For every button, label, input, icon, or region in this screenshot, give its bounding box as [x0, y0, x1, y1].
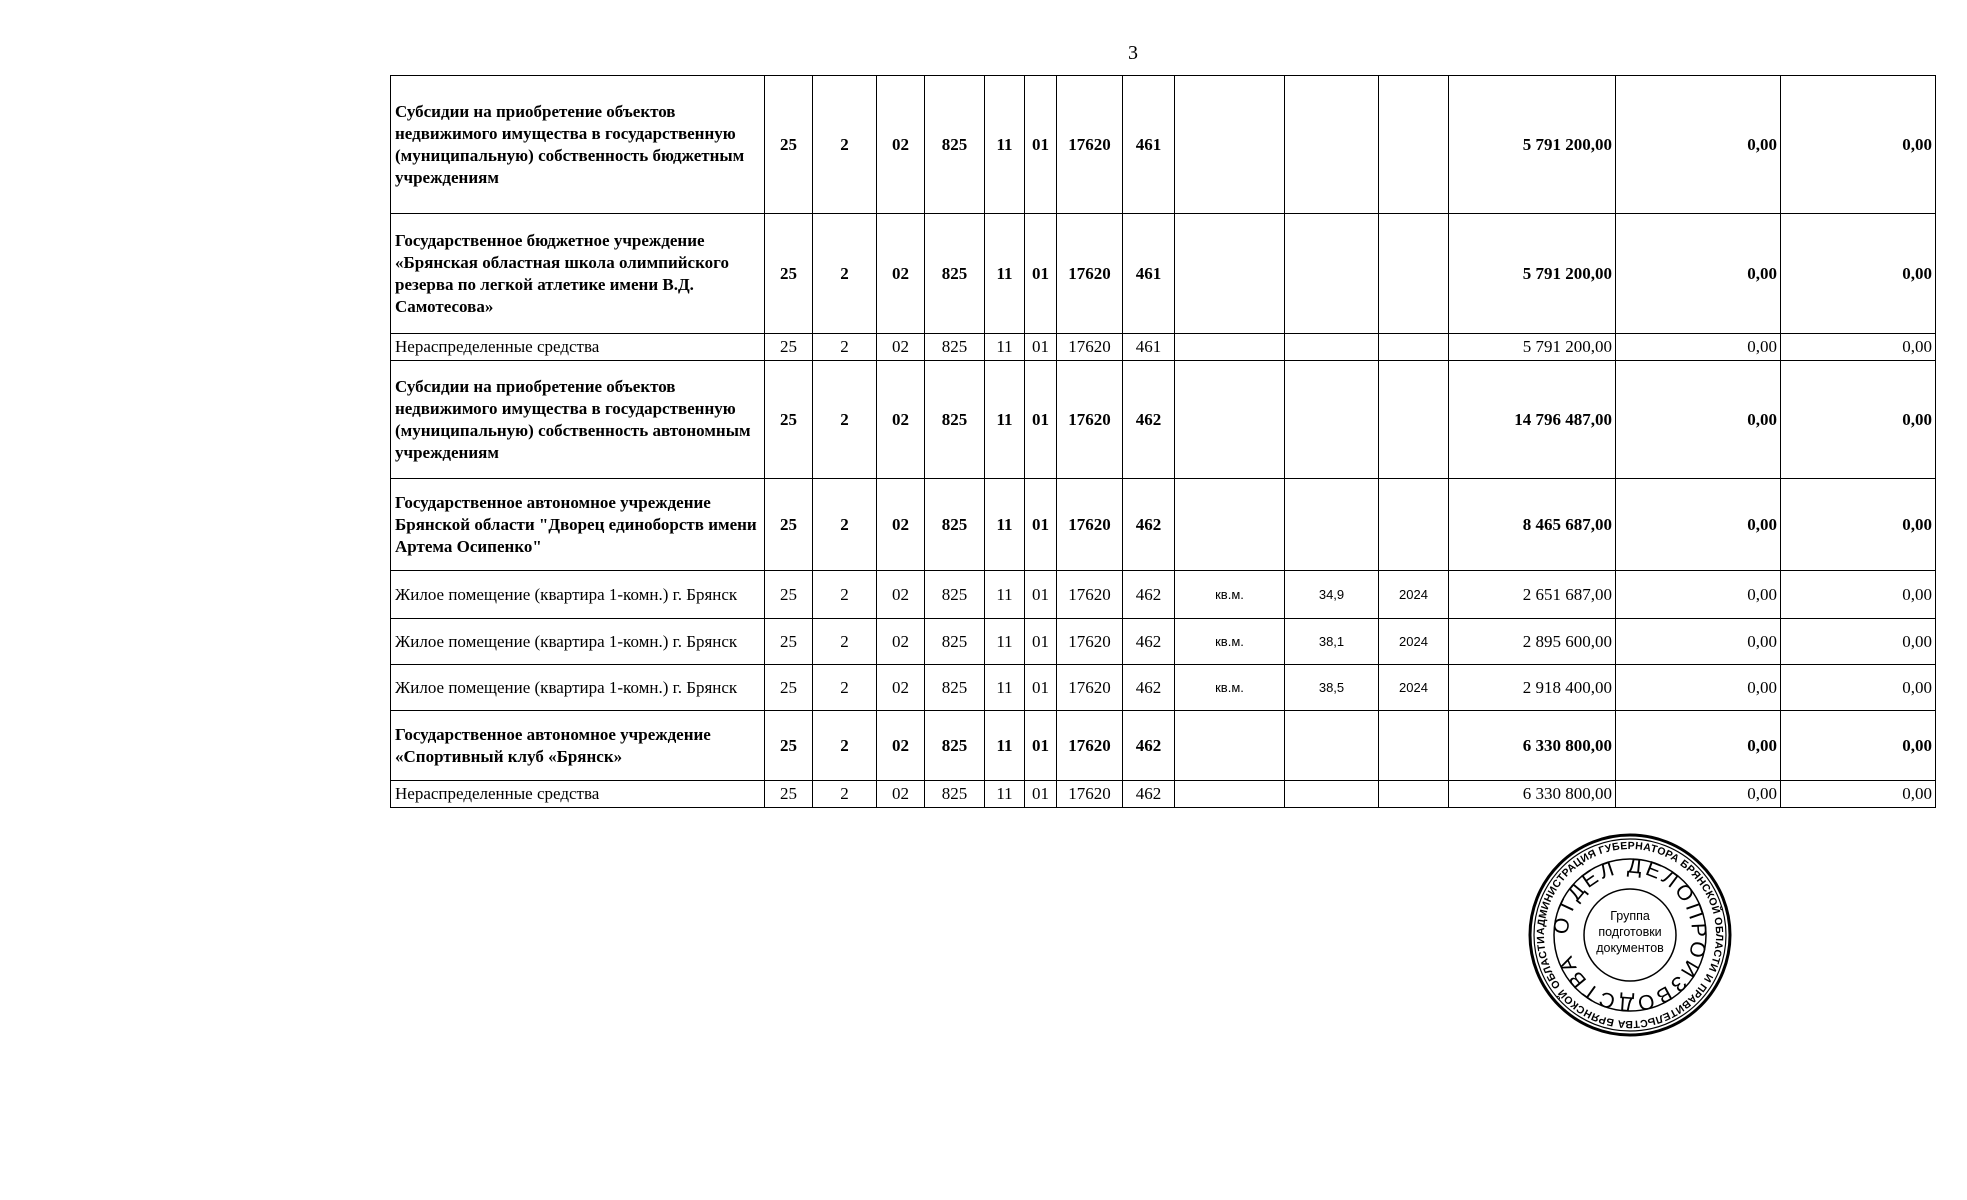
cell-code: 17620	[1057, 479, 1123, 571]
cell-amount: 5 791 200,00	[1449, 334, 1616, 361]
cell-code: 17620	[1057, 361, 1123, 479]
cell-amount: 0,00	[1616, 571, 1781, 619]
cell-amount: 0,00	[1781, 76, 1936, 214]
cell-amount: 2 918 400,00	[1449, 665, 1616, 711]
cell-unit: кв.м.	[1175, 619, 1285, 665]
cell-code: 825	[925, 334, 985, 361]
cell-code: 25	[765, 479, 813, 571]
cell-amount: 0,00	[1781, 479, 1936, 571]
cell-code: 17620	[1057, 76, 1123, 214]
cell-year	[1379, 214, 1449, 334]
cell-code: 02	[877, 334, 925, 361]
cell-code: 2	[813, 619, 877, 665]
cell-quantity: 38,5	[1285, 665, 1379, 711]
cell-name: Жилое помещение (квартира 1-комн.) г. Брянск	[391, 571, 765, 619]
table-row	[391, 781, 1936, 808]
cell-code: 01	[1025, 571, 1057, 619]
cell-code: 462	[1123, 665, 1175, 711]
cell-name: Нераспределенные средства	[391, 781, 765, 808]
cell-unit	[1175, 781, 1285, 808]
cell-code: 11	[985, 665, 1025, 711]
cell-code: 17620	[1057, 781, 1123, 808]
cell-code: 01	[1025, 665, 1057, 711]
cell-code: 462	[1123, 619, 1175, 665]
table-row	[391, 571, 1936, 619]
cell-code: 825	[925, 619, 985, 665]
cell-quantity	[1285, 361, 1379, 479]
cell-amount: 0,00	[1781, 361, 1936, 479]
cell-name: Жилое помещение (квартира 1-комн.) г. Брянск	[391, 665, 765, 711]
cell-code: 2	[813, 76, 877, 214]
cell-code: 02	[877, 571, 925, 619]
cell-amount: 0,00	[1616, 781, 1781, 808]
cell-code: 2	[813, 361, 877, 479]
cell-amount: 0,00	[1781, 619, 1936, 665]
cell-code: 11	[985, 571, 1025, 619]
cell-code: 11	[985, 76, 1025, 214]
cell-code: 01	[1025, 781, 1057, 808]
cell-code: 25	[765, 76, 813, 214]
table-row	[391, 334, 1936, 361]
cell-amount: 0,00	[1781, 665, 1936, 711]
cell-code: 11	[985, 711, 1025, 781]
cell-amount: 5 791 200,00	[1449, 214, 1616, 334]
cell-unit	[1175, 214, 1285, 334]
cell-name: Государственное автономное учреждение «Спортивный клуб «Брянск»	[391, 711, 765, 781]
cell-amount: 0,00	[1616, 76, 1781, 214]
cell-code: 2	[813, 781, 877, 808]
cell-code: 02	[877, 711, 925, 781]
table-row	[391, 479, 1936, 571]
cell-amount: 6 330 800,00	[1449, 781, 1616, 808]
cell-year	[1379, 334, 1449, 361]
cell-code: 25	[765, 781, 813, 808]
cell-unit	[1175, 361, 1285, 479]
table-row	[391, 214, 1936, 334]
cell-code: 462	[1123, 361, 1175, 479]
cell-code: 461	[1123, 334, 1175, 361]
cell-amount: 0,00	[1781, 781, 1936, 808]
cell-amount: 0,00	[1616, 361, 1781, 479]
cell-year	[1379, 479, 1449, 571]
cell-unit	[1175, 76, 1285, 214]
cell-code: 11	[985, 334, 1025, 361]
cell-code: 01	[1025, 479, 1057, 571]
cell-year: 2024	[1379, 571, 1449, 619]
cell-code: 2	[813, 214, 877, 334]
cell-code: 2	[813, 479, 877, 571]
cell-amount: 0,00	[1781, 334, 1936, 361]
cell-code: 461	[1123, 214, 1175, 334]
cell-amount: 0,00	[1781, 571, 1936, 619]
cell-name: Субсидии на приобретение объектов недвижимого имущества в государственную (муниципальную) собственность бюджетным учреждениям	[391, 76, 765, 214]
cell-quantity: 34,9	[1285, 571, 1379, 619]
cell-code: 02	[877, 76, 925, 214]
cell-code: 01	[1025, 619, 1057, 665]
cell-code: 462	[1123, 479, 1175, 571]
cell-code: 462	[1123, 571, 1175, 619]
stamp-inner-text: ОТДЕЛ ДЕЛОПРОИЗВОДСТВА	[1549, 854, 1711, 1016]
cell-code: 825	[925, 665, 985, 711]
cell-code: 825	[925, 571, 985, 619]
cell-code: 02	[877, 479, 925, 571]
cell-amount: 5 791 200,00	[1449, 76, 1616, 214]
cell-code: 25	[765, 334, 813, 361]
cell-code: 02	[877, 214, 925, 334]
stamp-center-text: Группа подготовки документов	[1596, 909, 1664, 955]
cell-code: 825	[925, 781, 985, 808]
table-row	[391, 619, 1936, 665]
cell-amount: 0,00	[1616, 479, 1781, 571]
table-body	[391, 76, 1936, 808]
cell-year	[1379, 711, 1449, 781]
cell-code: 2	[813, 665, 877, 711]
cell-unit	[1175, 334, 1285, 361]
cell-year	[1379, 361, 1449, 479]
cell-code: 825	[925, 479, 985, 571]
cell-code: 17620	[1057, 619, 1123, 665]
cell-code: 02	[877, 619, 925, 665]
cell-amount: 0,00	[1616, 711, 1781, 781]
cell-amount: 2 895 600,00	[1449, 619, 1616, 665]
cell-amount: 0,00	[1616, 334, 1781, 361]
cell-code: 825	[925, 711, 985, 781]
cell-code: 825	[925, 214, 985, 334]
cell-code: 11	[985, 619, 1025, 665]
page-number: 3	[1128, 42, 1138, 64]
cell-unit	[1175, 479, 1285, 571]
cell-code: 25	[765, 619, 813, 665]
cell-amount: 14 796 487,00	[1449, 361, 1616, 479]
cell-amount: 0,00	[1616, 214, 1781, 334]
cell-year	[1379, 781, 1449, 808]
cell-code: 11	[985, 479, 1025, 571]
cell-code: 02	[877, 665, 925, 711]
cell-quantity	[1285, 334, 1379, 361]
budget-table	[390, 75, 1936, 808]
cell-unit: кв.м.	[1175, 571, 1285, 619]
cell-code: 2	[813, 571, 877, 619]
table-row	[391, 665, 1936, 711]
cell-code: 11	[985, 214, 1025, 334]
cell-name: Государственное автономное учреждение Брянской области "Дворец единоборств имени Артема Осипенко"	[391, 479, 765, 571]
cell-year	[1379, 76, 1449, 214]
cell-quantity	[1285, 76, 1379, 214]
cell-unit: кв.м.	[1175, 665, 1285, 711]
cell-quantity	[1285, 781, 1379, 808]
cell-code: 01	[1025, 334, 1057, 361]
cell-amount: 0,00	[1781, 214, 1936, 334]
cell-amount: 2 651 687,00	[1449, 571, 1616, 619]
cell-quantity	[1285, 711, 1379, 781]
cell-amount: 0,00	[1616, 619, 1781, 665]
cell-amount: 6 330 800,00	[1449, 711, 1616, 781]
cell-code: 2	[813, 711, 877, 781]
cell-code: 461	[1123, 76, 1175, 214]
cell-code: 462	[1123, 711, 1175, 781]
cell-year: 2024	[1379, 619, 1449, 665]
cell-code: 02	[877, 361, 925, 479]
cell-code: 17620	[1057, 571, 1123, 619]
table-row	[391, 361, 1936, 479]
cell-name: Государственное бюджетное учреждение «Брянская областная школа олимпийского резерва по легкой атлетике имени В.Д. Самотесова»	[391, 214, 765, 334]
cell-code: 17620	[1057, 214, 1123, 334]
cell-code: 11	[985, 361, 1025, 479]
table-row	[391, 76, 1936, 214]
official-stamp	[1525, 830, 1735, 1040]
cell-quantity: 38,1	[1285, 619, 1379, 665]
cell-name: Нераспределенные средства	[391, 334, 765, 361]
cell-code: 25	[765, 571, 813, 619]
cell-code: 17620	[1057, 711, 1123, 781]
cell-amount: 0,00	[1616, 665, 1781, 711]
cell-quantity	[1285, 214, 1379, 334]
cell-code: 11	[985, 781, 1025, 808]
cell-code: 825	[925, 361, 985, 479]
cell-code: 02	[877, 781, 925, 808]
cell-code: 01	[1025, 76, 1057, 214]
cell-amount: 8 465 687,00	[1449, 479, 1616, 571]
stamp-outer-text: АДМИНИСТРАЦИЯ ГУБЕРНАТОРА БРЯНСКОЙ ОБЛАСТИ И ПРАВИТЕЛЬСТВА БРЯНСКОЙ ОБЛАСТИ	[1534, 839, 1726, 1031]
cell-code: 462	[1123, 781, 1175, 808]
cell-code: 25	[765, 361, 813, 479]
cell-code: 01	[1025, 214, 1057, 334]
cell-name: Жилое помещение (квартира 1-комн.) г. Брянск	[391, 619, 765, 665]
cell-unit	[1175, 711, 1285, 781]
cell-code: 25	[765, 711, 813, 781]
cell-code: 17620	[1057, 665, 1123, 711]
cell-code: 825	[925, 76, 985, 214]
cell-code: 25	[765, 665, 813, 711]
table-row	[391, 711, 1936, 781]
cell-code: 01	[1025, 361, 1057, 479]
cell-code: 01	[1025, 711, 1057, 781]
cell-code: 17620	[1057, 334, 1123, 361]
cell-code: 25	[765, 214, 813, 334]
cell-quantity	[1285, 479, 1379, 571]
cell-year: 2024	[1379, 665, 1449, 711]
cell-name: Субсидии на приобретение объектов недвижимого имущества в государственную (муниципальную) собственность автономным учреждениям	[391, 361, 765, 479]
cell-amount: 0,00	[1781, 711, 1936, 781]
cell-code: 2	[813, 334, 877, 361]
